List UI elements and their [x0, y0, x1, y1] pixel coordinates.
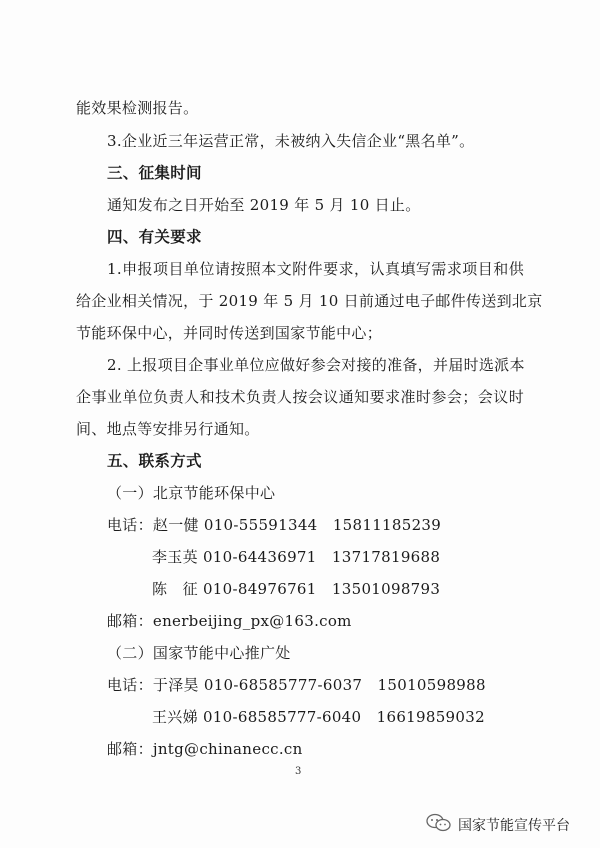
- text-line: 3.企业近三年运营正常，未被纳入失信企业“黑名单”。: [107, 132, 475, 150]
- contact-line: 王兴娣 010-68585777-6040 16619859032: [152, 708, 485, 726]
- wechat-icon: [426, 813, 452, 837]
- section-heading: 四、有关要求: [107, 228, 202, 246]
- text-line: 企事业单位负责人和技术负责人按会议通知要求准时参会；会议时: [76, 388, 524, 406]
- footer-brand: [426, 814, 570, 836]
- contact-line: 李玉英 010-64436971 13717819688: [152, 548, 441, 566]
- text-line: 能效果检测报告。: [76, 99, 199, 117]
- text-line: 1.申报项目单位请按照本文附件要求，认真填写需求项目和供: [107, 260, 524, 278]
- text-line: 2. 上报项目企事业单位应做好参会对接的准备，并届时选派本: [107, 356, 525, 374]
- text-line: 间、地点等安排另行通知。: [76, 420, 260, 438]
- email-line: 邮箱：enerbeijing_px@163.com: [107, 612, 352, 630]
- section-heading: 三、征集时间: [107, 164, 202, 182]
- section-heading: 五、联系方式: [107, 452, 202, 470]
- footer-brand-text: 国家节能宣传平台: [458, 818, 570, 834]
- contact-line: 电话：赵一健 010-55591344 15811185239: [107, 516, 442, 534]
- text-line: 节能环保中心，并同时传送到国家节能中心；: [76, 324, 383, 342]
- email-line: 邮箱：jntg@chinanecc.cn: [107, 740, 303, 758]
- subheading: （一）北京节能环保中心: [107, 484, 276, 502]
- text-line: 通知发布之日开始至 2019 年 5 月 10 日止。: [107, 196, 421, 214]
- text-line: 给企业相关情况，于 2019 年 5 月 10 日前通过电子邮件传送到北京: [76, 292, 543, 310]
- subheading: （二）国家节能中心推广处: [107, 644, 291, 662]
- contact-line: 陈 征 010-84976761 13501098793: [152, 580, 441, 598]
- page-number: 3: [295, 766, 302, 777]
- contact-line: 电话：于泽昊 010-68585777-6037 15010598988: [107, 676, 486, 694]
